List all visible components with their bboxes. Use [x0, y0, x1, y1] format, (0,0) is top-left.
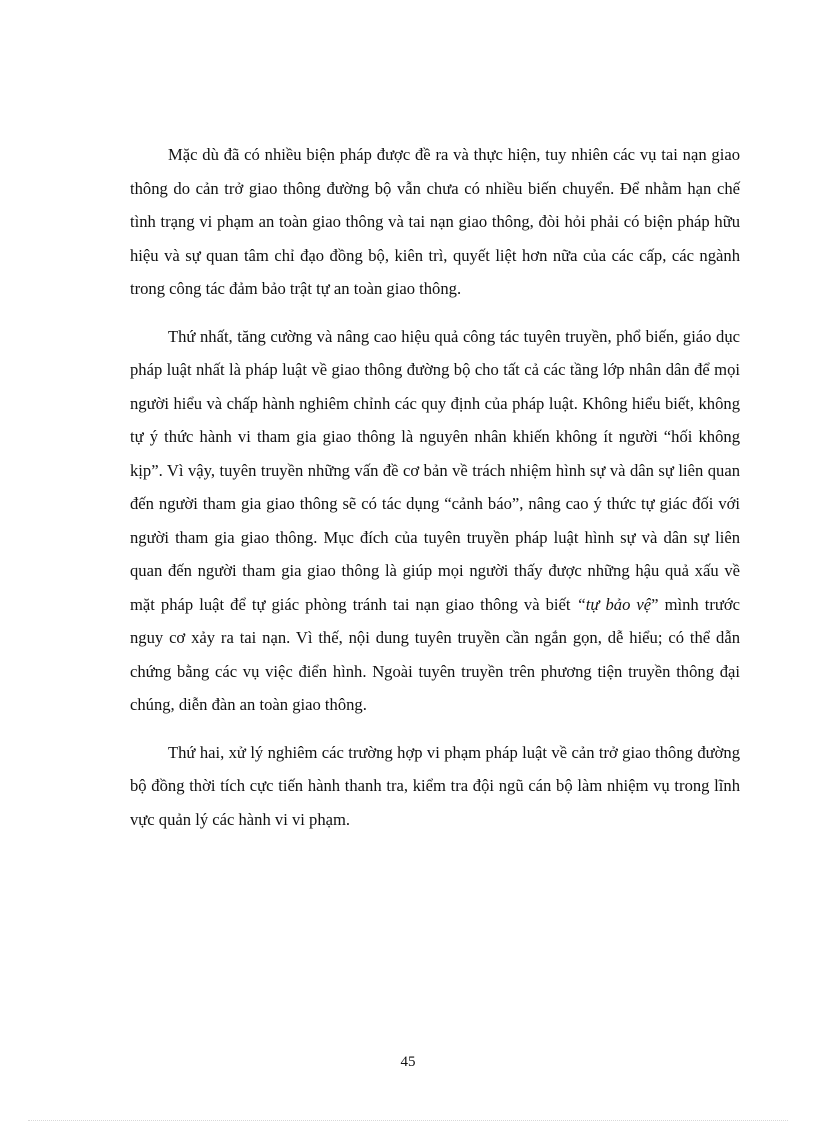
- page-bottom-divider: [28, 1120, 788, 1121]
- paragraph-3: Thứ hai, xử lý nghiêm các trường hợp vi phạm pháp luật về cản trở giao thông đường bộ đồng thời tích cực tiến hành thanh tra, kiểm tra đội ngũ cán bộ làm nhiệm vụ trong lĩnh vực quản lý các hành vi vi phạm.: [130, 742, 740, 829]
- paragraph-2-text-before: Thứ nhất, tăng cường và nâng cao hiệu quả công tác tuyên truyền, phổ biến, giáo dục pháp luật nhất là pháp luật về giao thông đường bộ cho tất cả các tầng lớp nhân dân để mọi người hiểu và chấp hành nghiêm chỉnh các quy định của pháp luật. Không hiểu biết, không tự ý thức hành vi tham gia giao thông là nguyên nhân khiến không ít người “hối không kịp”. Vì vậy, tuyên truyền những vấn đề cơ bản về trách nhiệm hình sự và dân sự liên quan đến người tham gia giao thông sẽ có tác dụng “cảnh báo”, nâng cao ý thức tự giác đối với người tham gia giao thông. Mục đích của tuyên truyền pháp luật hình sự và dân sự liên quan đến người tham gia giao thông là giúp mọi người thấy được những hậu quả xấu về mặt pháp luật để tự giác phòng tránh tai nạn giao thông và biết: [130, 326, 740, 614]
- page-number: 45: [400, 1054, 416, 1070]
- document-body: [130, 138, 740, 836]
- paragraph-1: Mặc dù đã có nhiều biện pháp được đề ra và thực hiện, tuy nhiên các vụ tai nạn giao thông do cản trở giao thông đường bộ vẫn chưa có nhiều biến chuyển. Để nhằm hạn chế tình trạng vi phạm an toàn giao thông và tai nạn giao thông, đòi hỏi phải có biện pháp hữu hiệu và sự quan tâm chỉ đạo đồng bộ, kiên trì, quyết liệt hơn nữa của các cấp, các ngành trong công tác đảm bảo trật tự an toàn giao thông.: [130, 145, 740, 298]
- paragraph-2: [130, 320, 740, 722]
- paragraph-2-italic-quote: “tự bảo vệ: [576, 594, 652, 614]
- paragraph-2-text-after: ” mình trước nguy cơ xảy ra tai nạn. Vì thế, nội dung tuyên truyền cần ngắn gọn, dễ hiểu; có thể dẫn chứng bằng các vụ việc điển hình. Ngoài tuyên truyền trên phương tiện truyền thông đại chúng, diễn đàn an toàn giao thông.: [130, 594, 741, 714]
